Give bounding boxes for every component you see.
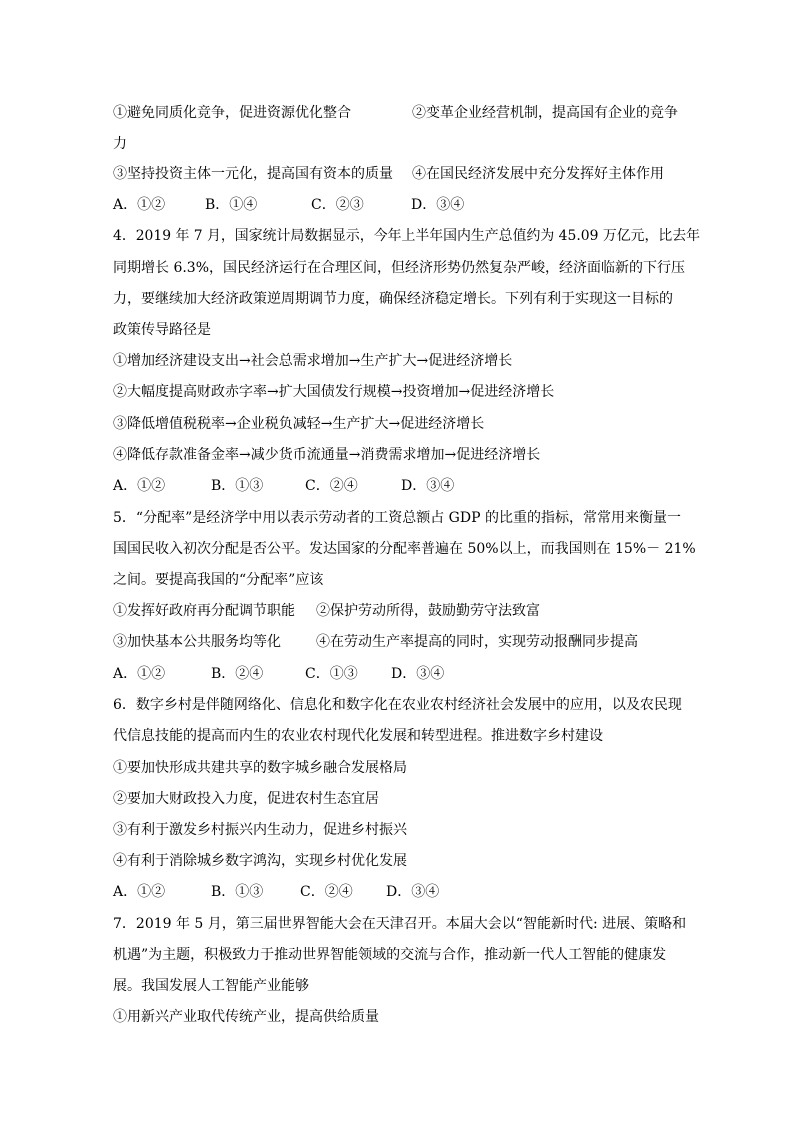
- option-b: B．①④: [205, 197, 258, 213]
- q6-stem-line-1: 6．数字乡村是伴随网络化、信息化和数字化在农业农村经济社会发展中的应用，以及农民现: [113, 697, 682, 713]
- q5-statement-1: ①发挥好政府再分配调节职能: [113, 603, 295, 619]
- q6-statement-1: ①要加快形成共建共享的数字城乡融合发展格局: [113, 760, 407, 776]
- q6-statement-3: ③有利于激发乡村振兴内生动力，促进乡村振兴: [113, 822, 407, 838]
- q5-stem-line-1: 5．“分配率”是经济学中用以表示劳动者的工资总额占 GDP 的比重的指标，常常用来衡量一: [113, 510, 681, 526]
- q6-statement-4: ④有利于消除城乡数字鸿沟，实现乡村优化发展: [113, 853, 407, 869]
- q7-statement-1: ①用新兴产业取代传统产业，提高供给质量: [113, 1009, 379, 1025]
- q4-stem-line-4: 政策传导路径是: [113, 322, 211, 338]
- q3-statement-1: ①避免同质化竞争，促进资源优化整合: [113, 105, 351, 121]
- option-c: C．②④: [305, 478, 358, 494]
- option-b: B．①③: [211, 884, 264, 900]
- q4-statement-3: ③降低增值税税率→企业税负减轻→生产扩大→促进经济增长: [113, 416, 485, 432]
- option-c: C．②④: [300, 884, 353, 900]
- q7-stem-line-1: 7．2019 年 5 月，第三届世界智能大会在天津召开。本届大会以“智能新时代: 进展、策略和: [113, 916, 687, 932]
- option-d: D．③④: [411, 197, 465, 213]
- option-d: D．③④: [401, 478, 455, 494]
- q5-statement-2: ②保护劳动所得，鼓励勤劳守法致富: [316, 603, 540, 619]
- q6-statement-2: ②要加大财政投入力度，促进农村生态宜居: [113, 791, 379, 807]
- q4-statement-1: ①增加经济建设支出→社会总需求增加→生产扩大→促进经济增长: [113, 353, 513, 369]
- q3-statement-4: ④在国民经济发展中充分发挥好主体作用: [412, 166, 664, 182]
- q3-statement-2-cont: 力: [113, 136, 127, 152]
- q6-stem-line-2: 代信息技能的提高而内生的农业农村现代化发展和转型进程。推进数字乡村建设: [113, 728, 603, 744]
- q3-statement-2: ②变革企业经营机制，提高国有企业的竞争: [412, 105, 678, 121]
- option-d: D．③④: [386, 884, 440, 900]
- q5-statement-3: ③加快基本公共服务均等化: [113, 634, 281, 650]
- option-b: B．①③: [211, 478, 264, 494]
- q4-statement-2: ②大幅度提高财政赤字率→扩大国债发行规模→投资增加→促进经济增长: [113, 384, 555, 400]
- q7-stem-line-3: 展。我国发展人工智能产业能够: [113, 978, 309, 994]
- option-b: B．②④: [211, 666, 264, 682]
- q7-stem-line-2: 机遇”为主题，积极致力于推动世界智能领域的交流与合作，推动新一代人工智能的健康发: [113, 947, 667, 963]
- option-d: D．③④: [391, 666, 445, 682]
- q3-statement-3: ③坚持投资主体一元化，提高国有资本的质量: [113, 166, 393, 182]
- option-a: A．①②: [113, 197, 166, 213]
- q5-stem-line-3: 之间。要提高我国的“分配率”应该: [113, 572, 324, 588]
- option-a: A．①②: [113, 666, 166, 682]
- option-a: A．①②: [113, 478, 166, 494]
- option-c: C．②③: [311, 197, 364, 213]
- q5-stem-line-2: 国国民收入初次分配是否公平。发达国家的分配率普遍在 50%以上，而我国则在 15%－ 21%: [113, 541, 696, 557]
- q4-stem-line-3: 力，要继续加大经济政策逆周期调节力度，确保经济稳定增长。下列有利于实现这一目标的: [113, 291, 673, 307]
- q4-stem-line-2: 同期增长 6.3%，国民经济运行在合理区间，但经济形势仍然复杂严峻，经济面临新的下行压: [113, 260, 686, 276]
- q5-statement-4: ④在劳动生产率提高的同时，实现劳动报酬同步提高: [316, 634, 638, 650]
- option-a: A．①②: [113, 884, 166, 900]
- option-c: C．①③: [305, 666, 358, 682]
- q4-stem-line-1: 4．2019 年 7 月，国家统计局数据显示，今年上半年国内生产总值约为 45.09 万亿元，比去年: [113, 228, 701, 244]
- q4-statement-4: ④降低存款准备金率→减少货币流通量→消费需求增加→促进经济增长: [113, 447, 541, 463]
